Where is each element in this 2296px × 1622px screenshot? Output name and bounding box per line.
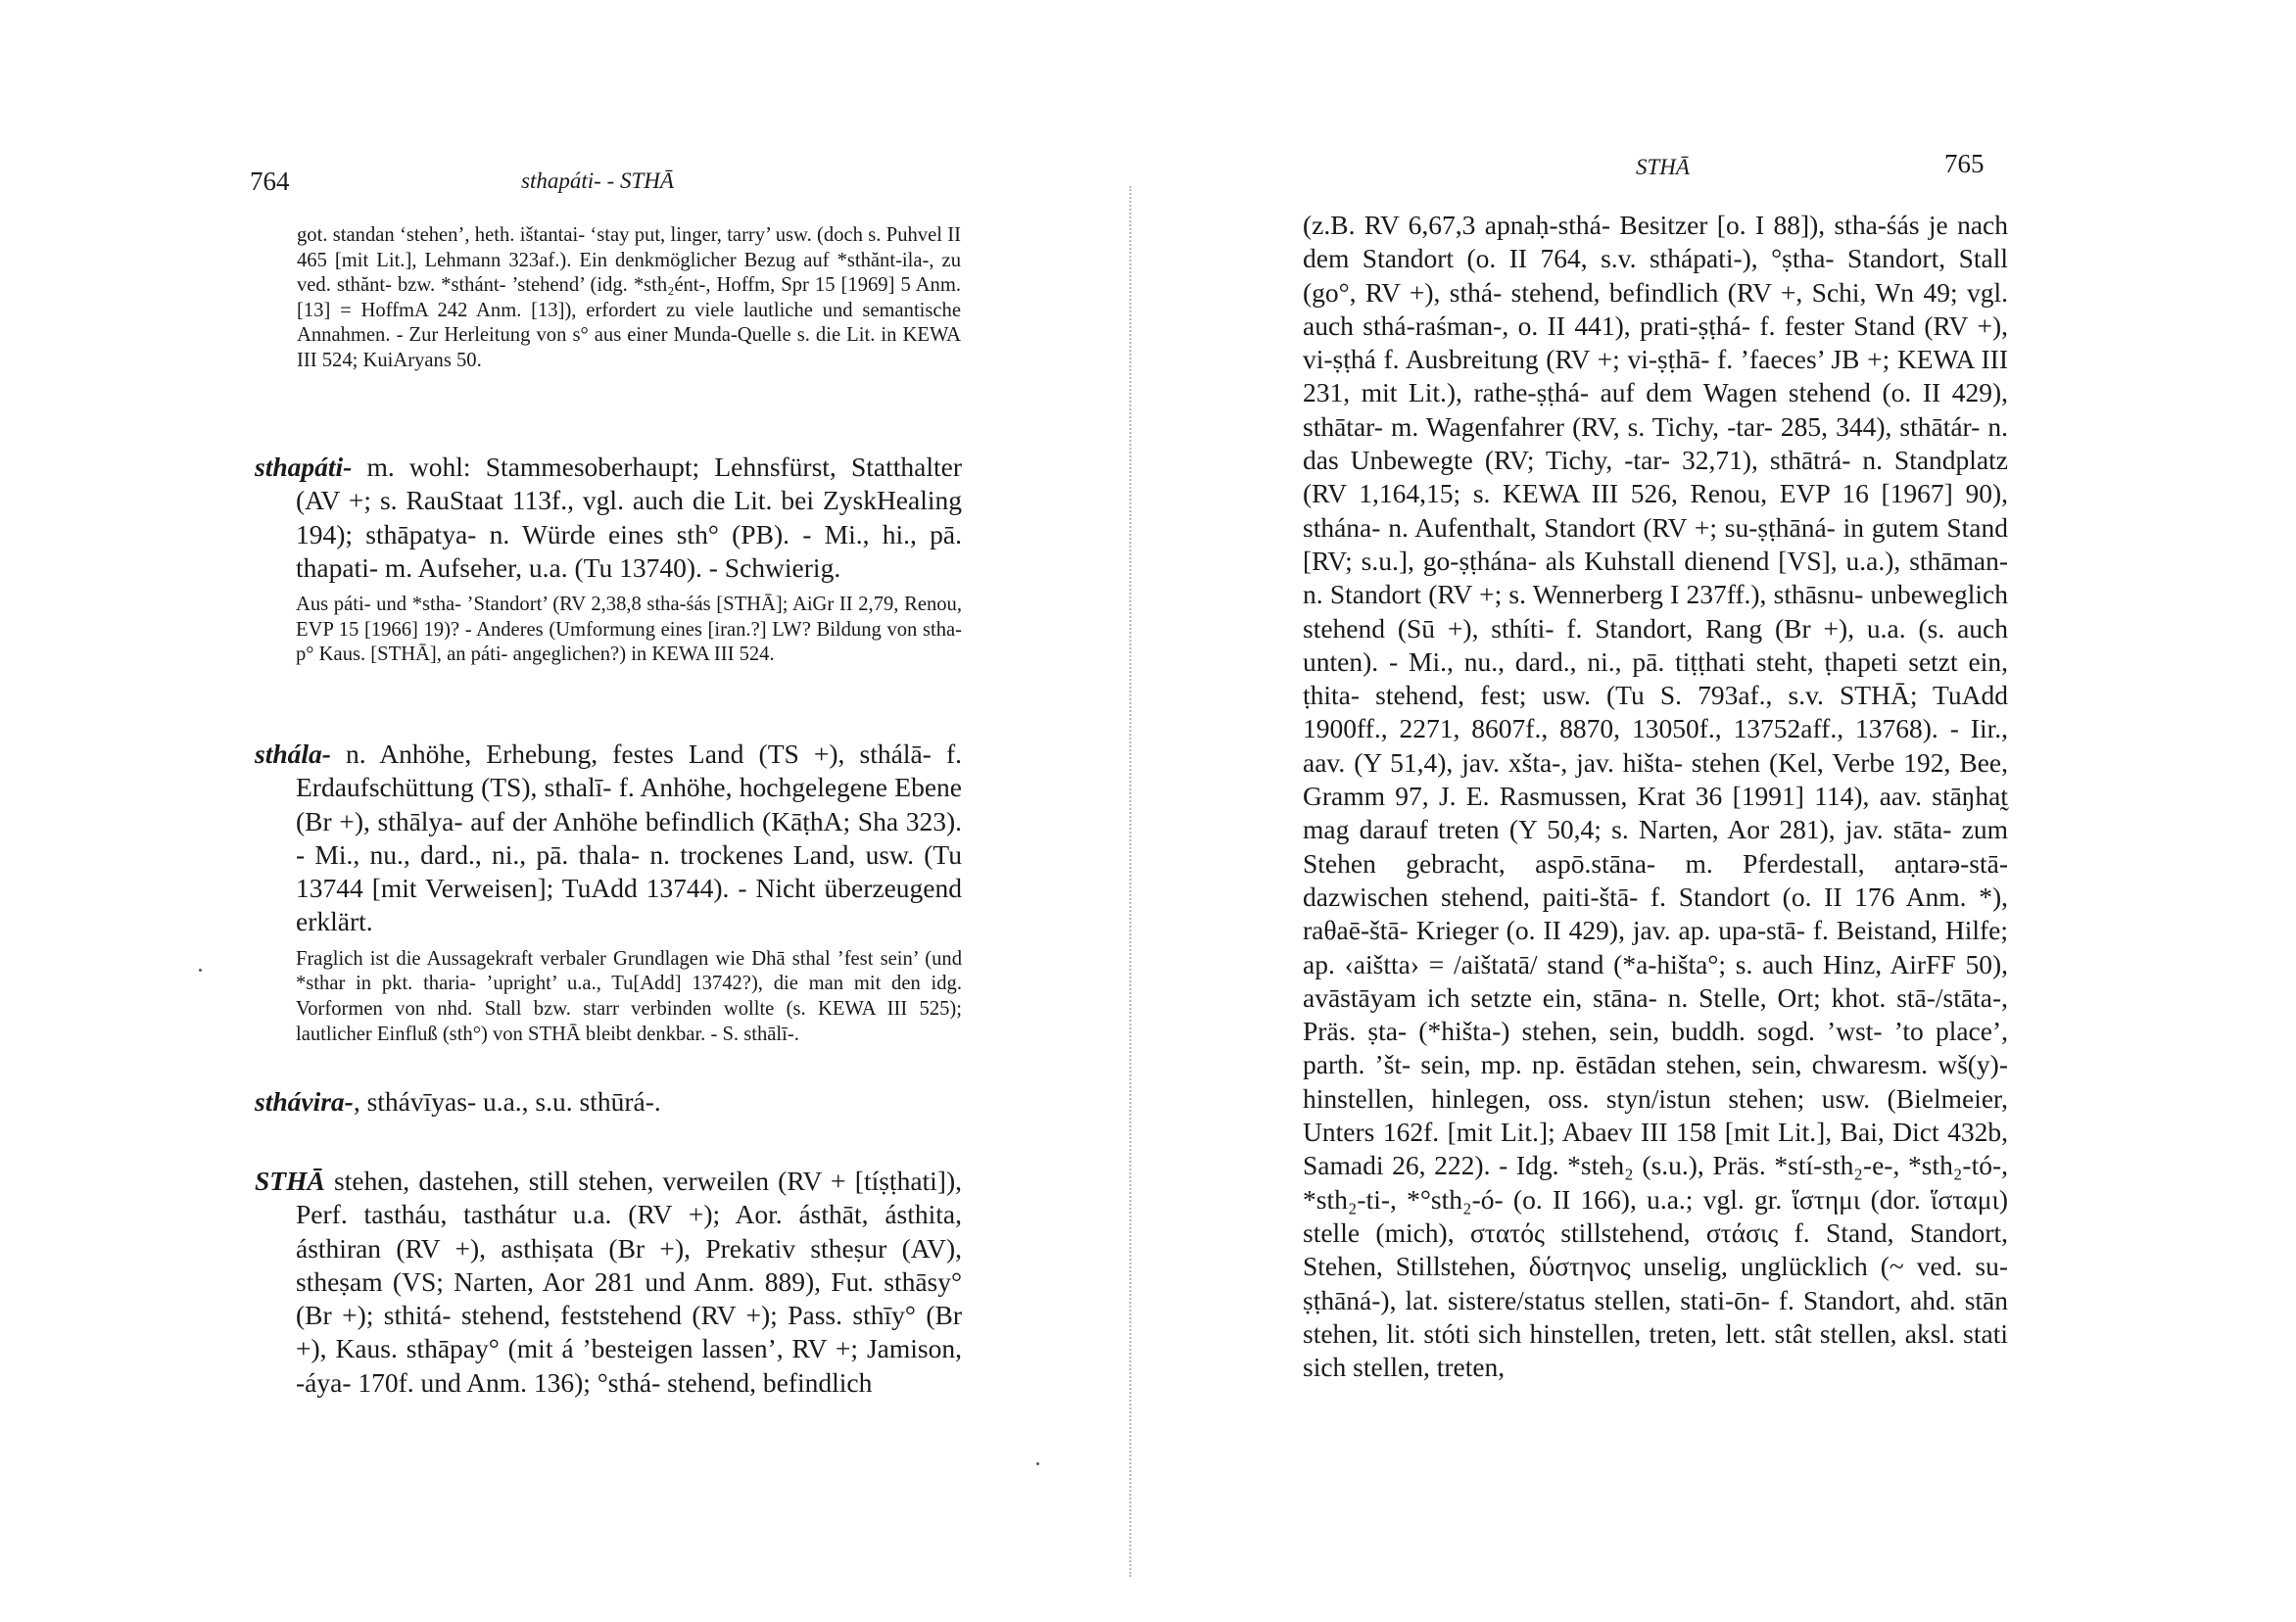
scan-speck xyxy=(1036,1462,1039,1465)
entry-note: Aus páti- und *stha- ’Standort’ (RV 2,38,8 stha-śás [STHĀ]; AiGr II 2,79, Renou, EVP 15 [1966] 19)? - Anderes (Umformung eines [iran.?] LW? Bildung von stha-p° Kaus. [STHĀ], an páti- angeglichen?) in KEWA III 524. xyxy=(296,594,962,666)
page-number: 764 xyxy=(250,167,290,196)
body-paragraph: (z.B. RV 6,67,3 apnaḥ-sthá- Besitzer [o. I 88]), stha-śás je nach dem Standort (o. II 764, s.v. sthápati-), °ṣtha- Standort, Stall (go°, RV +), sthá- stehend, befindlich (RV +, Schi, Wn 49; vgl. auch sthá-raśman-, o. II 441), prati-ṣṭhá- f. fester Stand (RV +), vi-ṣṭhá f. Ausbreitung (RV +; vi-ṣṭhā- f. ’faeces’ JB +; KEWA III 231, mit Lit.), rathe-ṣṭhá- auf dem Wagen stehend (o. II 429), sthātar- m. Wagenfahrer (RV, s. Tichy, -tar- 285, 344), sthātár- n. das Unbewegte (RV; Tichy, -tar- 32,71), sthātrá- n. Standplatz (RV 1,164,15; s. KEWA III 526, Renou, EVP 16 [1967] 90), sthána- n. Aufenthalt, Standort (RV +; su-ṣṭhāná- in gutem Stand [RV; s.u.], go-ṣṭhána- als Kuhstall dienend [VS], u.a.), sthāman- n. Standort (RV +; s. Wennerberg I 237ff.), sthāsnu- unbeweglich stehend (Sū +), sthíti- f. Standort, Rang (Br +), u.a. (s. auch unten). - Mi., nu., dard., ni., pā. tiṭṭhati steht, ṭhapeti setzt ein, ṭhita- stehend, fest; usw. (Tu S. 793af., s.v. STHĀ; TuAdd 1900ff., 2271, 8607f., 8870, 13050f., 13752aff., 13768). - Iir., aav. (Y 51,4), jav. xšta-, jav. hišta- stehen (Kel, Verbe 192, Bee, Gramm 97, J. E. Rasmussen, Krat 36 [1991] 114), aav. stāŋhat̰ mag darauf treten (Y 50,4; s. Narten, Aor 281), jav. stāta- zum Stehen gebracht, aspō.stāna- m. Pferdestall, aṇtarə-stā- dazwischen stehend, paiti-štā- f. Standort (o. II 176 Anm. *), raθaē-štā- Krieger (o. II 429), jav. ap. upa-stā- f. Beistand, Hilfe; ap. ‹aištta› = /aištatā/ stand (*a-hišta°; s. auch Hinz, AirFF 50), avāstāyam ich setzte ein, stāna- n. Stelle, Ort; khot. stā-/stāta-, Präs. ṣta- (*hišta-) stehen, sein, buddh. sogd. ’wst- ’to place’, parth. ’št- sein, mp. np. ēstādan stehen, sein, chwaresm. wš(y)- hinstellen, hinlegen, oss. styn/istun stehen; usw. (Bielmeier, Unters 162f. [mit Lit.]; Abaev III 158 [mit Lit.], Bai, Dict 432b, Samadi 26, 222). - Idg. *steh₂ (s.u.), Präs. *stí-sth₂-e-, *sth₂-tó-, *sth₂-ti-, *°sth₂-ó- (o. II 166), u.a.; vgl. gr. ἵστημι (dor. ἵσταμι) stelle (mich), στατός stillstehend, στάσις f. Stand, Standort, Stehen, Stillstehen, δύστηνος unselig, unglücklich (~ ved. su-ṣṭhāná-), lat. sistere/status stellen, stati-ōn- f. Standort, ahd. stān stehen, lit. stóti sich hinstellen, treten, lett. stât stellen, aksl. stati sich stellen, treten, xyxy=(1303,210,2008,1383)
entry-text: stehen, dastehen, still stehen, verweilen (RV + [tíṣṭhati]), Perf. tastháu, tasthátur u.a. (RV +); Aor. ásthāt, ásthita, ásthiran (RV +), asthiṣata (Br +), Prekativ stheṣur (AV), stheṣam (VS; Narten, Aor 281 und Anm. 889), Fut. sthāsy° (Br +); sthitá- stehend, feststehend (RV +); Pass. sthīy° (Br +), Kaus. sthāpay° (mit á ’besteigen lassen’, RV +; Jamison, -áya- 170f. und Anm. 136); °sthá- stehend, befindlich xyxy=(296,1166,962,1398)
entry-text: n. Anhöhe, Erhebung, festes Land (TS +), sthálā- f. Erdaufschüttung (TS), sthalī- f. Anhöhe, hochgelegene Ebene (Br +), sthālya- auf der Anhöhe befindlich (KāṭhA; Sha 323). - Mi., nu., dard., ni., pā. thala- n. trockenes Land, usw. (Tu 13744 [mit Verweisen]; TuAdd 13744). - Nicht überzeugend erklärt. xyxy=(296,739,962,937)
right-page xyxy=(1136,0,2296,1622)
lemma: STHĀ xyxy=(255,1166,325,1196)
left-page xyxy=(0,0,1136,1622)
running-head: sthapáti- - STHĀ xyxy=(521,168,674,193)
page-gutter xyxy=(1129,186,1131,1577)
entry-text: , sthávīyas- u.a., s.u. sthūrá-. xyxy=(353,1086,661,1117)
continuation-text: got. standan ‘stehen’, heth. ištantai- ‘stay put, linger, tarry’ usw. (doch s. Puhvel II 465 [mit Lit.], Lehmann 323af.). Ein denkmöglicher Bezug auf *sthănt-ila-, zu ved. sthănt- bzw. *sthánt- ’stehend’ (idg. *sth₂ént-, Hoffm, Spr 15 [1969] 5 Anm. [13] = HoffmA 242 Anm. [13]), erfordert zu viele lautliche und semantische Annahmen. - Zur Herleitung von s° aus einer Munda-Quelle s. die Lit. in KEWA III 524; KuiAryans 50. xyxy=(297,224,961,371)
entry-stha xyxy=(255,1165,962,1400)
scan-speck xyxy=(199,969,202,972)
lemma: sthála- xyxy=(255,739,331,769)
continuation-note xyxy=(297,223,961,374)
lemma: sthávira- xyxy=(255,1086,354,1117)
entry-sthala xyxy=(255,738,962,1047)
entry-sthapati xyxy=(255,451,962,668)
entry-text: m. wohl: Stammesoberhaupt; Lehnsfürst, Statthalter (AV +; s. RauStaat 113f., vgl. auch die Lit. bei ZyskHealing 194); sthāpatya- n. Würde eines sth° (PB). - Mi., hi., pā. thapati- m. Aufseher, u.a. (Tu 13740). - Schwierig. xyxy=(296,452,962,583)
entry-note: Fraglich ist die Aussagekraft verbaler Grundlagen wie Dhā sthal ’fest sein’ (und *sthar in pkt. tharia- ’upright’ u.a., Tu[Add] 13742?), die man mit den idg. Vorformen von nhd. Stall bzw. starr verbinden wollte (s. KEWA III 525); lautlicher Einfluß (sth°) von STHĀ bleibt denkbar. - S. sthālī-. xyxy=(296,947,962,1045)
running-head: STHĀ xyxy=(1636,155,1690,179)
page-number: 765 xyxy=(1944,149,1985,178)
lemma: sthapáti- xyxy=(255,452,353,482)
body-text xyxy=(1303,209,2008,1384)
entry-sthavira xyxy=(255,1085,962,1119)
